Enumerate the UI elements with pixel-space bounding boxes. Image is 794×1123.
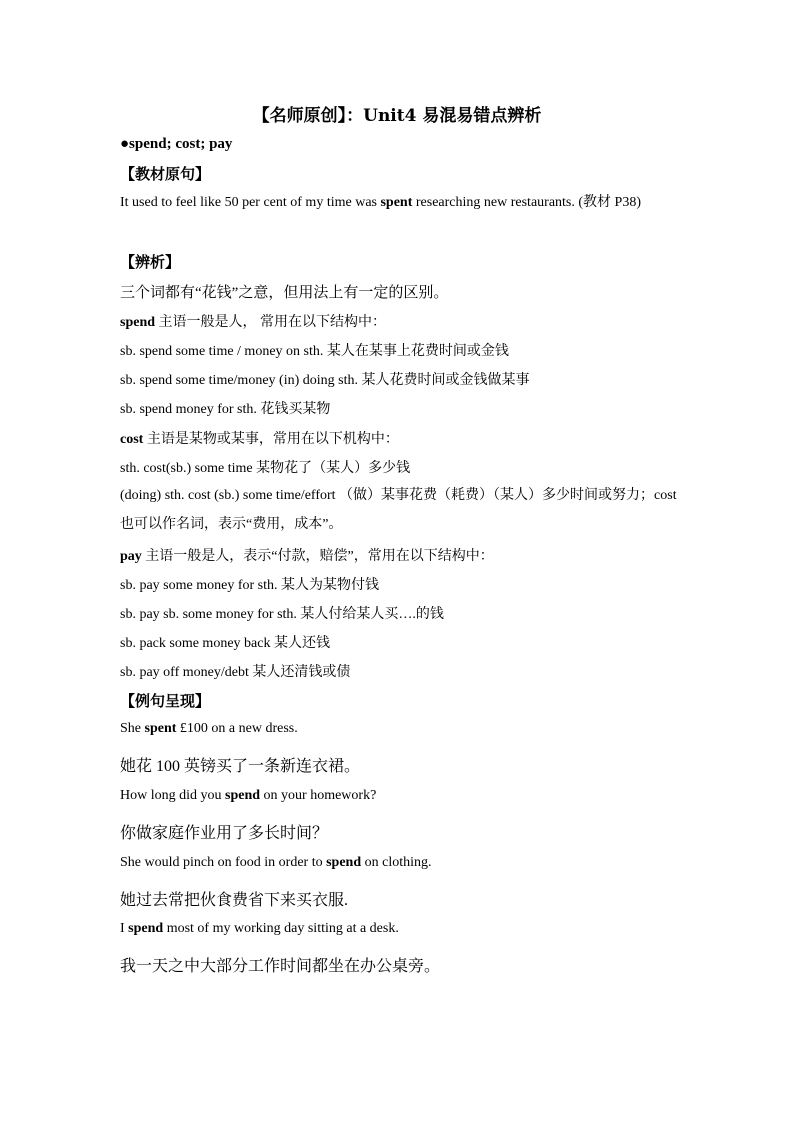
textbook-sentence-keyword: spent <box>380 195 413 210</box>
cost-word: cost <box>120 432 144 447</box>
spend-word: spend <box>120 315 156 330</box>
example-3-keyword: spend <box>326 855 362 870</box>
spend-description: 主语一般是人， 常用在以下结构中： <box>155 315 387 330</box>
textbook-sentence-before: It used to feel like 50 per cent of my time was <box>120 195 381 210</box>
cost-description: 主语是某物或某事，常用在以下机构中： <box>143 432 399 447</box>
example-4-keyword: spend <box>128 921 164 936</box>
pay-heading <box>120 545 494 565</box>
example-1-en <box>120 721 298 737</box>
page-title: 【名师原创】：Unit4 易混易错点辨析 <box>252 106 542 126</box>
topic-heading: ●spend; cost; pay <box>120 136 233 152</box>
cost-heading <box>120 428 399 448</box>
cost-item-2: (doing) sth. cost (sb.) some time/effort （做）某事花费（耗费）（某人）多少时间或努力；cost 也可以作名词，表示“费用，成本”。 <box>120 488 677 532</box>
cost-item-1: sth. cost(sb.) some time 某物花了（某人）多少钱 <box>120 461 411 476</box>
example-1-keyword: spent <box>144 721 177 736</box>
example-2-keyword: spend <box>225 788 261 803</box>
example-3-en <box>120 855 432 871</box>
section-textbook-heading: 【教材原句】 <box>120 167 211 183</box>
example-1-after: £100 on a new dress. <box>176 721 298 736</box>
example-2-cn: 你做家庭作业用了多长时间？ <box>120 825 329 842</box>
textbook-sentence <box>120 188 680 217</box>
spend-item-1: sb. spend some time / money on sth. 某人在某事上花费时间或金钱 <box>120 344 509 359</box>
spend-heading <box>120 311 386 331</box>
example-4-before: I <box>120 921 129 936</box>
example-2-after: on your homework? <box>260 788 377 803</box>
example-1-cn: 她花 100 英镑买了一条新连衣裙。 <box>120 758 361 775</box>
pay-item-1: sb. pay some money for sth. 某人为某物付钱 <box>120 578 379 593</box>
section-analysis-heading: 【辨析】 <box>120 255 181 271</box>
pay-item-3: sb. pack some money back 某人还钱 <box>120 636 330 651</box>
example-4-after: most of my working day sitting at a desk. <box>163 921 399 936</box>
example-4-en <box>120 921 399 937</box>
spend-item-2: sb. spend some time/money (in) doing sth. 某人花费时间或金钱做某事 <box>120 373 530 388</box>
example-3-cn: 她过去常把伙食费省下来买衣服. <box>120 892 349 909</box>
example-2-before: How long did you <box>120 788 225 803</box>
analysis-intro: 三个词都有“花钱”之意，但用法上有一定的区别。 <box>120 285 449 301</box>
pay-item-4: sb. pay off money/debt 某人还清钱或债 <box>120 665 351 680</box>
pay-description: 主语一般是人，表示“付款，赔偿”，常用在以下结构中： <box>141 549 494 564</box>
pay-word: pay <box>120 549 142 564</box>
example-1-before: She <box>120 721 145 736</box>
spend-item-3: sb. spend money for sth. 花钱买某物 <box>120 402 331 417</box>
example-3-before: She would pinch on food in order to <box>120 855 327 870</box>
example-4-cn: 我一天之中大部分工作时间都坐在办公桌旁。 <box>120 958 441 975</box>
example-3-after: on clothing. <box>361 855 432 870</box>
textbook-sentence-after: researching new restaurants. (教材 P38) <box>412 195 641 210</box>
example-2-en <box>120 788 376 804</box>
pay-item-2: sb. pay sb. some money for sth. 某人付给某人买….的钱 <box>120 607 444 622</box>
section-examples-heading: 【例句呈现】 <box>120 694 211 710</box>
